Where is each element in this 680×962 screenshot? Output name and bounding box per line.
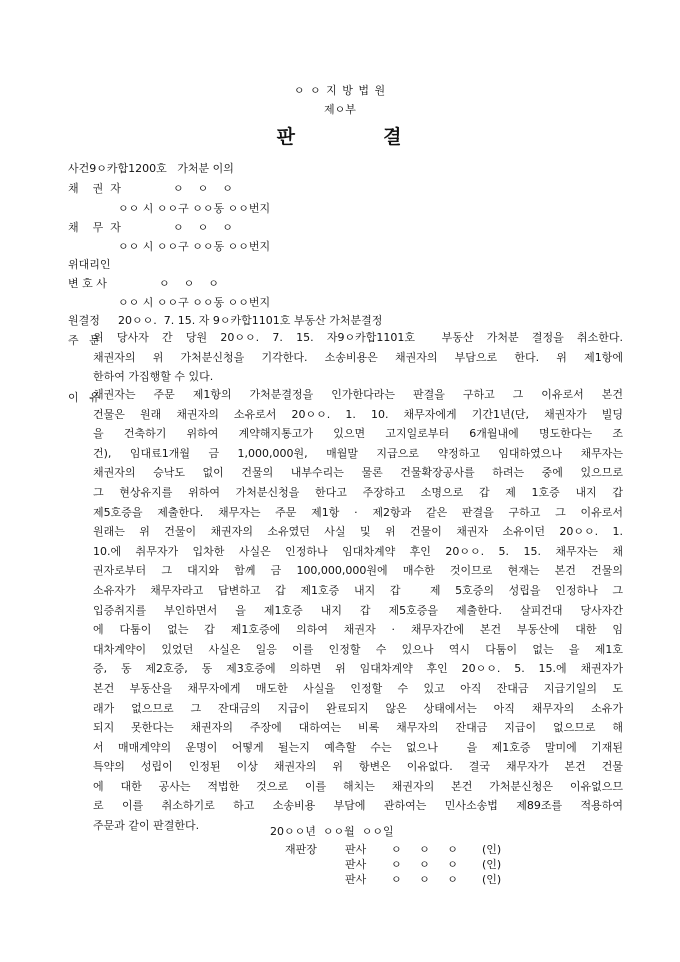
judge-title: 판사 — [345, 873, 367, 886]
reason-line: 입증취지를 부인하면서 을 제1호증 내지 갑 제5호증을 제출한다. 살피건대 당사자간 — [93, 603, 623, 617]
judge-title: 판사 — [345, 858, 367, 871]
order-line: 채권자의 위 가처분신청을 기각한다. 소송비용은 채권자의 부담으로 한다. 위 제1항에 — [93, 350, 623, 364]
judge-name: ㅇ ㅇ ㅇ — [391, 873, 458, 886]
document-title: 판 결 — [276, 126, 404, 148]
creditor-name: ㅇ ㅇ ㅇ — [173, 182, 233, 195]
reason-line: 에 대한 공사는 적법한 것으로 이를 해치는 채권자의 본건 가처분신청은 이유없으므 — [93, 779, 623, 793]
debtor-address: ㅇㅇ 시 ㅇㅇ구 ㅇㅇ동 ㅇㅇ번지 — [118, 240, 271, 253]
debtor-label: 채 무 자 — [68, 221, 121, 234]
lawyer-name: ㅇ ㅇ ㅇ — [159, 277, 219, 290]
reason-line: 에 다툼이 없는 갑 제1호증에 의하여 채권자 · 채무자간에 본건 부동산에 대한 임 — [93, 623, 623, 637]
judge-name: ㅇ ㅇ ㅇ — [391, 843, 458, 856]
judge-seal: (인) — [482, 843, 502, 856]
judge-seal: (인) — [482, 858, 502, 871]
original-decision-text: 20ㅇㅇ. 7. 15. 자 9ㅇ카합1101호 부동산 가처분결정 — [118, 314, 383, 327]
reason-line: 을 건축하기 위하여 계약해지통고가 있으면 고지일로부터 6개월내에 명도한다는 조 — [93, 427, 623, 441]
reason-line: 특약의 성립이 인정된 이상 채권자의 위 항변은 이유없다. 결국 채무자가 본건 건물 — [93, 760, 623, 774]
reason-line: 권자로부터 그 대지와 함께 금 100,000,000원에 매수한 것이므로 현재는 본건 건물의 — [93, 564, 623, 578]
agent-label: 위대리인 — [68, 258, 111, 271]
reason-line: 되지 못한다는 채권자의 주장에 대하여는 비록 채무자의 잔대금 지급이 없으므로 해 — [93, 721, 623, 735]
reason-label: 이 유 — [68, 391, 100, 404]
reason-line: 건물은 원래 채권자의 소유로서 20ㅇㅇ. 1. 10. 채무자에게 기간1년(단, 채권자가 빌딩 — [93, 407, 623, 421]
order-label: 주 문 — [68, 334, 100, 347]
reason-line: 건), 임대료1개월 금 1,000,000원, 매월말 지급으로 약정하고 임대하였으나 채무자는 — [93, 446, 623, 460]
judge-seal: (인) — [482, 873, 502, 886]
reason-line: 본건 부동산을 채무자에게 매도한 사실을 인정할 수 있고 아직 잔대금 지급기일의 도 — [93, 681, 623, 695]
case-number: 사건9ㅇ카합1200호 가처분 이의 — [68, 162, 234, 175]
reason-line: 서 매매계약의 운명이 어떻게 될는지 예측할 수는 없으나 을 제1호증 말미에 기재된 — [93, 740, 623, 754]
reason-line: 로 이를 취소하기로 하고 소송비용 부담에 관하여는 민사소송법 제89조를 적용하여 — [93, 799, 623, 813]
order-line: 위 당사자 간 당원 20ㅇㅇ. 7. 15. 자9ㅇ카합1101호 부동산 가처분 결정을 취소한다. — [93, 331, 623, 344]
creditor-label: 채 권 자 — [68, 182, 121, 195]
court-name: ㅇ ㅇ 지 방 법 원 — [293, 84, 387, 97]
reason-line: 래가 없으므로 그 잔대금의 지급이 완료되지 않은 상태에서는 아직 채무자의 소유가 — [93, 701, 623, 715]
reason-line: 채권자의 승낙도 없이 건물의 내부수리는 물론 건물확장공사를 하려는 중에 있으므로 — [93, 466, 623, 480]
reason-text — [93, 385, 623, 836]
reason-line: 대차계약이 있었던 사실은 일응 이를 인정할 수 있으나 역시 다툼이 없는 을 제1호 — [93, 642, 623, 656]
creditor-address: ㅇㅇ 시 ㅇㅇ구 ㅇㅇ동 ㅇㅇ번지 — [118, 202, 271, 215]
reason-line: 소유자가 채무자라고 답변하고 갑 제1호증 내지 갑 제 5호증의 성립을 인정하나 그 — [93, 583, 623, 597]
reason-line: 원래는 위 건물이 채권자의 소유였던 사실 및 위 건물이 채권자 소유이던 20ㅇㅇ. 1. — [93, 525, 623, 539]
order-line: 한하여 가집행할 수 있다. — [93, 370, 214, 384]
original-decision-label: 원결정 — [68, 314, 100, 327]
presiding-label: 재판장 — [285, 843, 317, 856]
judge-name: ㅇ ㅇ ㅇ — [391, 858, 458, 871]
judgment-date: 20ㅇㅇ년 ㅇㅇ월 ㅇㅇ일 — [270, 825, 394, 838]
division: 제ㅇ부 — [324, 103, 356, 116]
reason-line: 주문과 같이 판결한다. — [93, 819, 200, 833]
lawyer-address: ㅇㅇ 시 ㅇㅇ구 ㅇㅇ동 ㅇㅇ번지 — [118, 296, 271, 309]
reason-line: 제5호증을 제출한다. 채무자는 주문 제1항 · 제2항과 같은 판결을 구하고 그 이유로서 — [93, 505, 623, 519]
reason-line: 10.에 취무자가 입차한 사실은 인정하나 임대차계약 후인 20ㅇㅇ. 5. 15. 채무자는 채 — [93, 544, 623, 558]
debtor-name: ㅇ ㅇ ㅇ — [173, 221, 233, 234]
order-text — [93, 328, 623, 387]
lawyer-label: 변 호 사 — [68, 277, 107, 290]
reason-line: 증, 동 제2호증, 동 제3호증에 의하면 위 임대차계약 후인 20ㅇㅇ. 5. 15.에 채권자가 — [93, 662, 623, 676]
reason-line: 채권자는 주문 제1항의 가처분결정을 인가한다라는 판결을 구하고 그 이유로서 본건 — [93, 388, 623, 401]
reason-line: 그 현상유지를 위하여 가처분신청을 한다고 주장하고 소명으로 갑 제 1호증 내지 갑 — [93, 485, 623, 499]
judge-title: 판사 — [345, 843, 367, 856]
